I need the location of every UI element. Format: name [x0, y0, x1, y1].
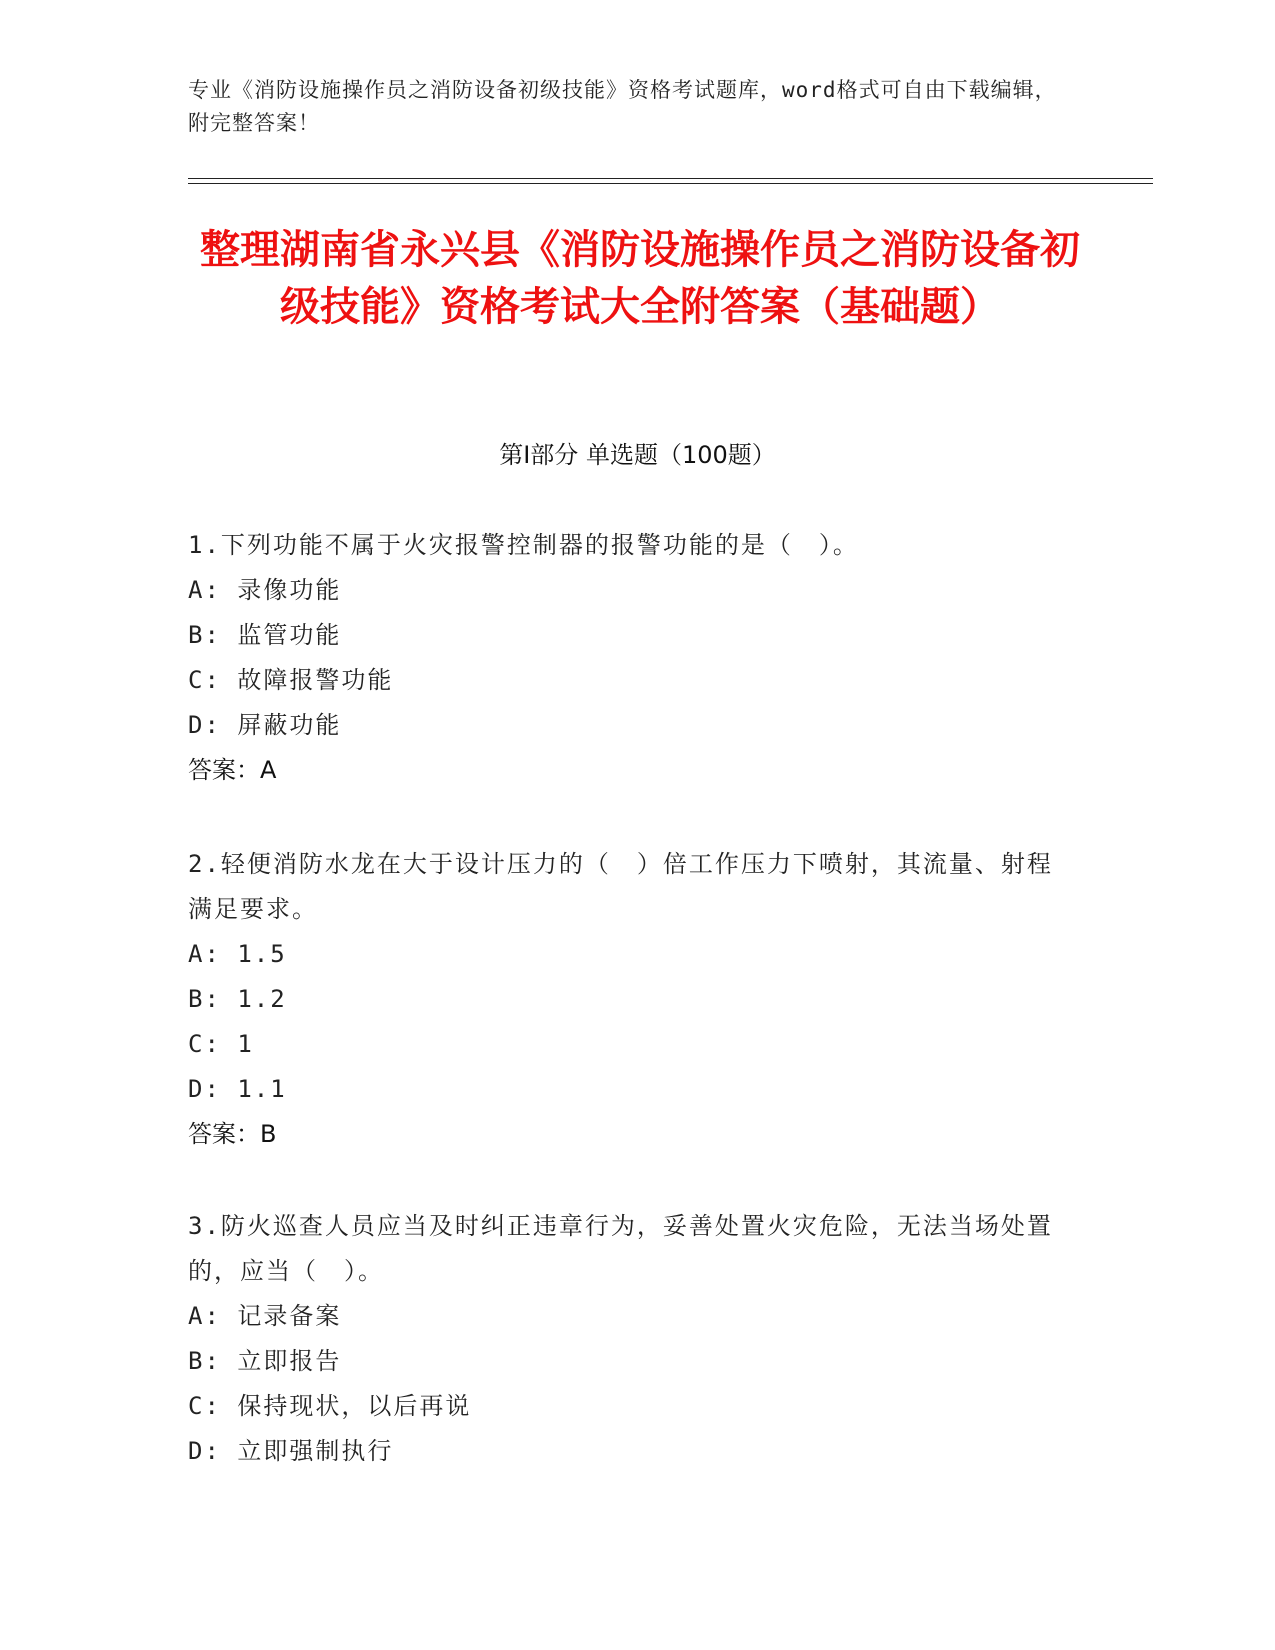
option-d: D: 1.1 [188, 1075, 287, 1103]
answer: 答案：A [188, 756, 277, 784]
option-c: C: 故障报警功能 [188, 666, 394, 694]
option-b: B: 1.2 [188, 985, 287, 1013]
question-stem: 3.防火巡查人员应当及时纠正违章行为，妥善处置火灾危险，无法当场处置的，应当（ ）。 [188, 1212, 1053, 1285]
option-a: A: 记录备案 [188, 1302, 342, 1330]
option-a: A: 录像功能 [188, 576, 342, 604]
option-a: A: 1.5 [188, 940, 287, 968]
question-3 [188, 1204, 1068, 1474]
option-c: C: 保持现状，以后再说 [188, 1392, 472, 1420]
question-2 [188, 842, 1068, 1157]
header-note: 专业《消防设施操作员之消防设备初级技能》资格考试题库，word格式可自由下载编辑，附完整答案！ [188, 78, 1057, 135]
option-c: C: 1 [188, 1030, 254, 1058]
question-stem: 1.下列功能不属于火灾报警控制器的报警功能的是（ ）。 [188, 531, 859, 559]
option-d: D: 立即强制执行 [188, 1437, 394, 1465]
document-title: 整理湖南省永兴县《消防设施操作员之消防设备初级技能》资格考试大全附答案（基础题） [200, 227, 1080, 330]
question-1 [188, 523, 1068, 793]
question-stem: 2.轻便消防水龙在大于设计压力的（ ）倍工作压力下喷射，其流量、射程满足要求。 [188, 850, 1053, 923]
option-b: B: 监管功能 [188, 621, 342, 649]
header-divider-bottom [188, 183, 1153, 184]
option-b: B: 立即报告 [188, 1347, 342, 1375]
answer: 答案：B [188, 1120, 277, 1148]
option-d: D: 屏蔽功能 [188, 711, 342, 739]
section-heading: 第Ⅰ部分 单选题（100题） [499, 441, 776, 469]
header-divider-top [188, 178, 1153, 179]
